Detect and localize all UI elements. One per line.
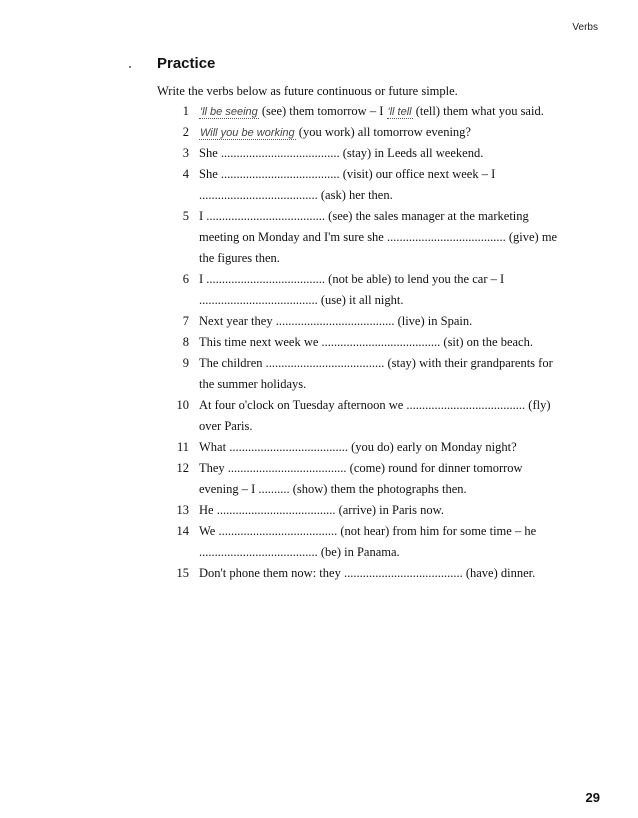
exercise-text [199,251,280,266]
exercise-line [0,503,638,524]
exercise-text [199,230,557,245]
exercise-number: 4 [182,167,189,181]
exercise-line [0,524,638,545]
exercise-number: 10 [176,398,189,412]
exercise-line [0,230,638,251]
exercise-sentence: over Paris. [199,419,253,433]
exercise-sentence: evening – I .......... (show) them the photographs then. [199,482,467,496]
exercise-sentence: the summer holidays. [199,377,307,391]
exercise-text [199,356,553,371]
exercise-text [199,272,504,287]
exercise-line [0,440,638,461]
handwritten-answer: Will you be working [200,127,295,139]
exercise-text [199,398,551,413]
exercise-line [0,188,638,209]
exercise-text [199,566,535,581]
exercise-number: 5 [182,209,189,223]
exercise-line [0,314,638,335]
exercise-line [0,482,638,503]
exercise-sentence: ...................................... (be) in Panama. [199,545,400,559]
exercise-sentence: At four o'clock on Tuesday afternoon we ...................................... (fly) [199,398,551,412]
exercise-sentence-part: (tell) them what you said. [412,104,544,118]
exercise-sentence-part: (you work) all tomorrow evening? [295,125,471,139]
exercise-sentence: Next year they ...................................... (live) in Spain. [199,314,473,328]
exercise-sentence: The children ...................................... (stay) with their grandparents for [199,356,553,370]
exercise-line [0,104,638,125]
exercise-sentence: She ...................................... (stay) in Leeds all weekend. [199,146,484,160]
exercise-text [199,104,544,119]
exercise-line [0,356,638,377]
exercise-line [0,167,638,188]
exercise-line [0,125,638,146]
exercise-sentence: ...................................... (use) it all night. [199,293,404,307]
exercise-text [199,419,252,434]
exercise-number: 7 [182,314,189,328]
exercise-number: 2 [182,125,189,139]
exercise-text [199,314,472,329]
exercise-text [199,461,523,476]
running-head: Verbs [572,22,598,33]
exercise-text [199,545,400,560]
exercise-line [0,398,638,419]
exercise-text [199,524,536,539]
exercise-sentence: I ...................................... (see) the sales manager at the marketing [199,209,529,223]
exercise-number: 6 [182,272,189,286]
exercise-line [0,251,638,272]
exercise-number: 9 [182,356,189,370]
exercise-sentence: ...................................... (ask) her then. [199,188,393,202]
exercise-line [0,335,638,356]
exercise-number: 3 [182,146,189,160]
exercise-line [0,377,638,398]
exercise-text [199,209,529,224]
section-title: Practice [157,55,216,72]
exercise-text [199,440,517,455]
exercise-number: 12 [176,461,189,475]
handwritten-answer: 'll be seeing [200,106,258,118]
exercise-line [0,293,638,314]
exercise-text [199,167,495,182]
page-number: 29 [585,790,600,805]
exercise-text [199,188,393,203]
exercise-sentence: Don't phone them now: they ...................................... (have) dinner. [199,566,536,580]
exercise-number: 8 [182,335,189,349]
exercise-sentence: I ...................................... (not be able) to lend you the car – I [199,272,505,286]
exercise-sentence: What ...................................... (you do) early on Monday night? [199,440,517,454]
exercise-sentence: We ...................................... (not hear) from him for some time – he [199,524,537,538]
exercise-sentence: meeting on Monday and I'm sure she ...................................... (give) me [199,230,558,244]
exercise-sentence-part: (see) them tomorrow – I [258,104,387,118]
exercise-text [199,146,483,161]
exercise-line [0,566,638,587]
exercise-number: 11 [176,440,189,454]
exercise-number: 13 [176,503,189,517]
exercise-sentence: This time next week we ...................................... (sit) on the beach. [199,335,533,349]
exercise-sentence: He ...................................... (arrive) in Paris now. [199,503,444,517]
exercise-line [0,146,638,167]
exercise-text [199,125,471,140]
exercise-sentence: They ...................................... (come) round for dinner tomorrow [199,461,523,475]
exercise-text [199,482,467,497]
exercise-line [0,419,638,440]
exercise-text [199,503,444,518]
exercise-sentence: She ...................................... (visit) our office next week – I [199,167,496,181]
exercise-text [199,377,306,392]
exercise-sentence: the figures then. [199,251,280,265]
exercise-text [199,335,533,350]
exercise-line [0,545,638,566]
instructions: Write the verbs below as future continuous or future simple. [157,84,458,98]
exercise-line [0,272,638,293]
exercise-number: 14 [176,524,189,538]
handwritten-answer: 'll tell [387,106,412,118]
exercise-line [0,461,638,482]
exercise-line [0,209,638,230]
exercise-text [199,293,404,308]
exercise-number: 1 [182,104,189,118]
exercise-number: 15 [176,566,189,580]
margin-mark [129,66,131,68]
